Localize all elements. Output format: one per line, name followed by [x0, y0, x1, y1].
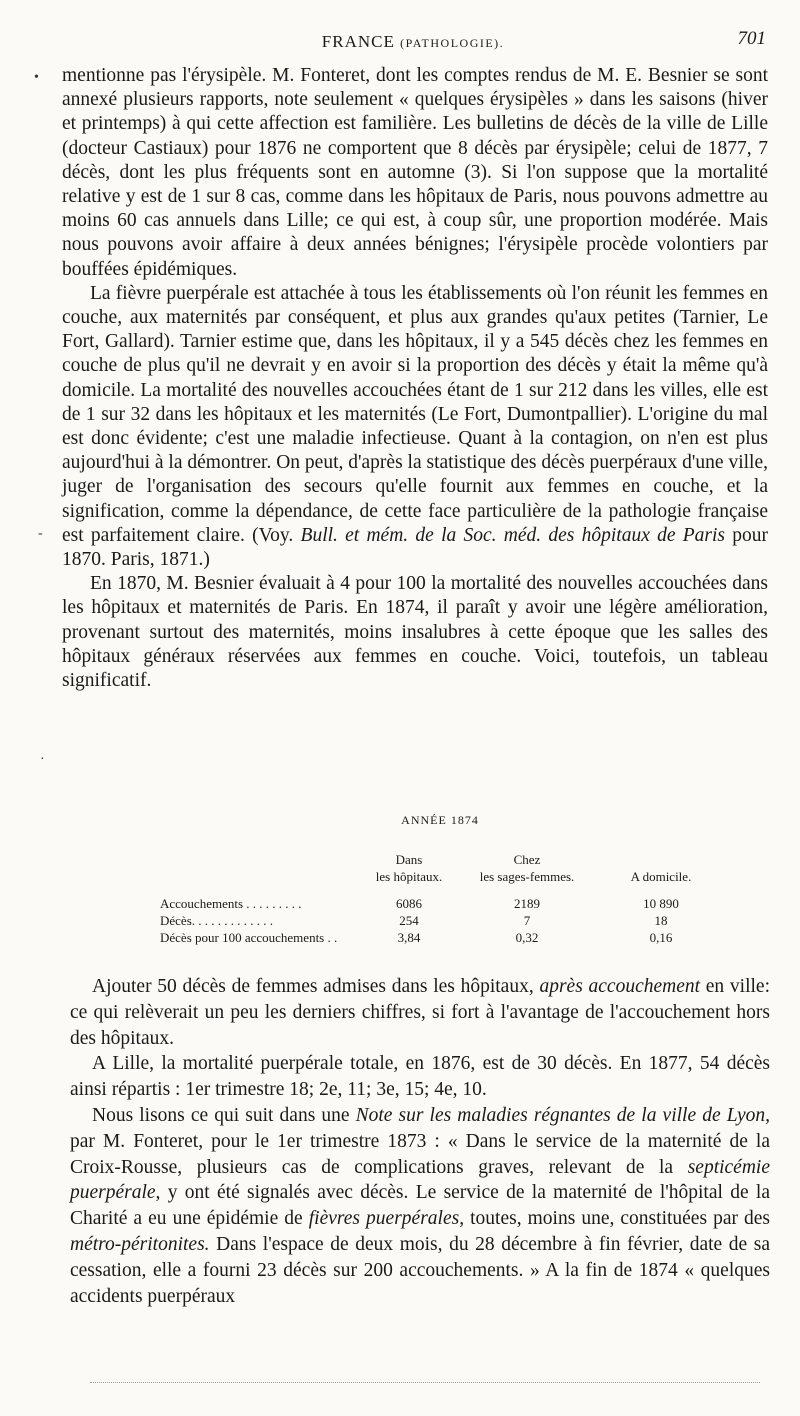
- margin-mark-top: •: [34, 70, 39, 85]
- header-line2: A domicile.: [630, 869, 692, 884]
- paragraph-ajouter: [70, 974, 770, 1051]
- table-row: [160, 895, 720, 912]
- paragraph-text: toutes, moins une, constituées par des: [470, 1208, 771, 1230]
- paragraph-lille: A Lille, la mortalité puerpérale totale, en 1876, est de 30 décès. En 1877, 54 décès ainsi répartis : 1er trimestre 18; 2e, 11; 3e, 15; 4e, 10.: [70, 1053, 770, 1101]
- table-header-domicile: [602, 851, 720, 885]
- body-text-upper: [62, 64, 768, 693]
- emphasis-text: septicémie puerpérale,: [70, 1156, 770, 1204]
- bottom-bleed-rule: [90, 1382, 760, 1383]
- table-header-row: [160, 851, 720, 885]
- margin-mark-middle: -: [38, 526, 43, 541]
- paragraph-text: par M. Fonteret, pour le 1er trimestre 1873 : « Dans le service de la maternité de la Croix-Rousse, plusieurs cas de complications graves, relevant de la: [70, 1130, 770, 1178]
- cell-value: 3,84: [397, 930, 421, 945]
- paragraph-lyon: [70, 1103, 770, 1309]
- paragraph-text: Ajouter 50 décès de femmes admises dans les hôpitaux,: [92, 976, 534, 997]
- paragraph-text: en ville: ce qui relèverait un peu les derniers chiffres, si fort à l'avantage de l'accouchement hors des hôpitaux.: [70, 976, 770, 1049]
- table-header-hopitaux: [366, 851, 452, 885]
- paragraph-erysipele: mentionne pas l'érysipèle. M. Fonteret, dont les comptes rendus de M. E. Besnier se sont annexé plusieurs rapports, note seulement « quelques érysipèles » dans les saisons (hiver et printemps) à qui cette affection est familière. Les bulletins de décès de la ville de Lille (docteur Castiaux) pour 1876 ne comportent que 8 décès par érysipèle; celui de 1877, 7 décès, dont les plus fréquents sont en automne (3). Si l'on suppose que la mortalité relative y est de 1 sur 8 cas, comme dans les hôpitaux de Paris, nous pouvons admettre au moins 60 cas annuels dans Lille; ce qui est, à coup sûr, une proportion modérée. Mais nous pouvons avoir affaire à deux années bénignes; l'érysipèle procède volontiers par bouffées épidémiques.: [62, 65, 768, 280]
- page-header: [60, 28, 766, 58]
- emphasis-text: Note sur les maladies régnantes de la ville de Lyon,: [355, 1104, 771, 1126]
- table-header-empty: [160, 851, 366, 885]
- cell-value: 7: [523, 913, 531, 928]
- paragraph-text: Dans l'espace de deux mois, du 28 décembre à fin février, date de sa cessation, elle a fourni 23 décès sur 200 accouchements. » A la fin de 1874 « quelques accidents puerpéraux: [70, 1233, 770, 1307]
- emphasis-text: métro-péritonites.: [70, 1233, 210, 1255]
- header-line2: les hôpitaux.: [375, 869, 443, 884]
- emphasis-text: fièvres puerpérales,: [308, 1208, 465, 1230]
- cell-value: 0,16: [649, 930, 673, 945]
- paragraph-text: La fièvre puerpérale est attachée à tous les établissements où l'on réunit les femmes en couche, aux maternités par conséquent, et plus aux grandes qu'aux petites (Tarnier, Le Fort, Gallard). Tarnier estime que, dans les hôpitaux, il y a 545 décès chez les femmes en couche de plus qu'il ne devrait y en avoir si la proportion des décès y était la même qu'à domicile. La mortalité des nouvelles accouchées étant de 1 sur 212 dans les villes, elle est de 1 sur 32 dans les hôpitaux et les maternités (Le Fort, Dumontpallier). L'origine du mal est donc évidente; c'est une maladie infectieuse. Quant à la contagion, on n'en est plus aujourd'hui à la démontrer. On peut, d'après la statistique des décès puerpéraux d'une ville, juger de l'organisation des secours qu'elle fournit aux femmes en couche, et la signification, comme la dépendance, de cette face particulière de la pathologie française est parfaitement claire. (Voy.: [62, 282, 768, 546]
- citation-end: pour 1870. Paris, 1871.): [62, 524, 769, 571]
- paragraph-text: y ont été signalés avec décès. Le service de la maternité de l'hôpital de la Charité a eu une épidémie de: [70, 1182, 770, 1230]
- emphasis-text: après accouchement: [539, 976, 701, 997]
- cell-value: 10 890: [643, 896, 679, 911]
- running-title-main: FRANCE: [321, 32, 395, 51]
- table-row: [160, 912, 720, 929]
- paragraph-besnier-1870: En 1870, M. Besnier évaluait à 4 pour 100 la mortalité des nouvelles accouchées dans les hôpitaux et maternités de Paris. En 1874, il paraît y avoir une légère amélioration, provenant surtout des maternités, moins insalubres à cette époque que les salles des hôpitaux généraux réservées aux femmes en couche. Voici, toutefois, un tableau significatif.: [62, 573, 768, 692]
- margin-mark-lower: ·: [40, 752, 45, 767]
- table-row: [160, 929, 720, 946]
- cell-value: 0,32: [515, 930, 539, 945]
- header-line1: Chez: [513, 852, 541, 867]
- running-title: [60, 32, 766, 52]
- row-label: Décès. . . . . . . . . . . . .: [160, 913, 274, 928]
- page-number: 701: [737, 28, 766, 49]
- citation-title: Bull. et mém. de la Soc. méd. des hôpitaux de Paris: [300, 524, 726, 546]
- cell-value: 254: [399, 913, 419, 928]
- table-header-sages-femmes: [452, 851, 602, 885]
- paragraph-fievre-puerperale: [62, 282, 768, 572]
- statistics-table: [160, 812, 720, 946]
- cell-value: 6086: [396, 896, 422, 911]
- header-line2: les sages-femmes.: [479, 869, 575, 884]
- table-caption: ANNÉE 1874: [401, 813, 479, 827]
- cell-value: 2189: [514, 896, 540, 911]
- paragraph-text: Nous lisons ce qui suit dans une: [92, 1104, 350, 1126]
- running-title-sub: (PATHOLOGIE).: [400, 36, 505, 50]
- row-label: Décès pour 100 accouchements . .: [160, 930, 338, 945]
- row-label: Accouchements . . . . . . . . .: [160, 896, 302, 911]
- cell-value: 18: [654, 913, 668, 928]
- body-text-lower: [70, 974, 770, 1309]
- header-line1: Dans: [395, 852, 423, 867]
- header-line1: [602, 851, 720, 868]
